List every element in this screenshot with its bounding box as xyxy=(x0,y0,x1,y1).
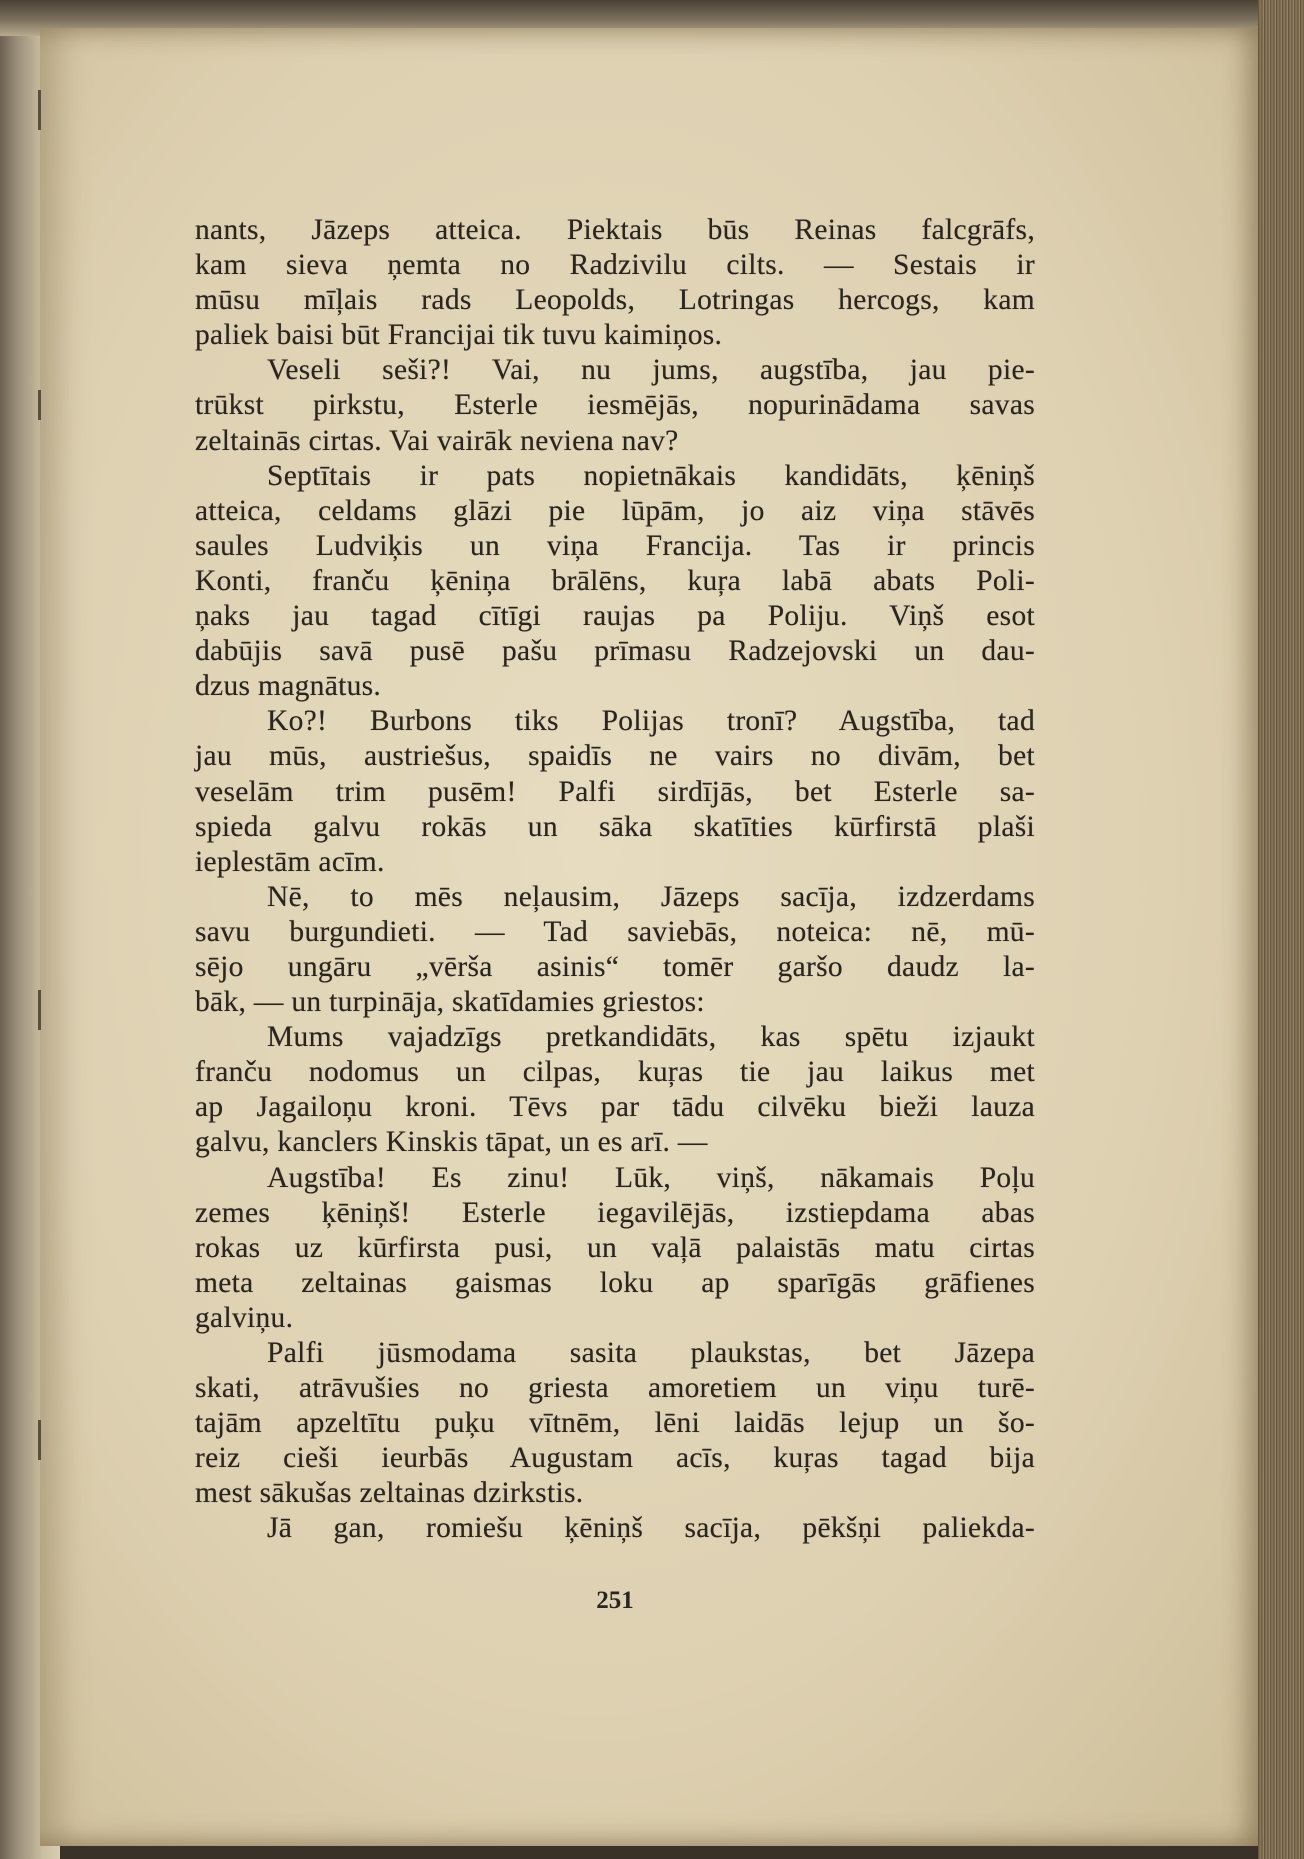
text-line: Konti, franču ķēniņa brālēns, kuŗa labā abats Poli- xyxy=(195,564,1035,597)
text-line: meta zeltainas gaismas loku ap sparīgās grāfienes xyxy=(195,1266,1035,1299)
text-line: galvu, kanclers Kinskis tāpat, un es arī. — xyxy=(195,1126,708,1159)
text-line: Palfi jūsmodama sasita plaukstas, bet Jāzepa xyxy=(267,1337,1035,1369)
text-line: nants, Jāzeps atteica. Piektais būs Reinas falcgrāfs, xyxy=(195,214,1035,246)
text-line: trūkst pirkstu, Esterle iesmējās, nopurinādama savas xyxy=(195,389,1035,422)
text-line: veselām trim pusēm! Palfi sirdījās, bet Esterle sa- xyxy=(195,775,1035,808)
text-line: reiz cieši ieurbās Augustam acīs, kuŗas tagad bija xyxy=(195,1442,1035,1475)
text-line: zemes ķēniņš! Esterle iegavilējās, izstiepdama abas xyxy=(195,1196,1035,1229)
text-line: ieplestām acīm. xyxy=(195,845,385,878)
text-line: rokas uz kūrfirsta pusi, un vaļā palaistās matu cirtas xyxy=(195,1231,1035,1264)
text-line: savu burgundieti. — Tad saviebās, noteica: nē, mū- xyxy=(195,915,1035,948)
text-line: jau mūs, austriešus, spaidīs ne vairs no divām, bet xyxy=(195,740,1035,773)
text-line: paliek baisi būt Francijai tik tuvu kaimiņos. xyxy=(195,319,723,352)
text-line: mūsu mīļais rads Leopolds, Lotringas hercogs, kam xyxy=(195,284,1035,317)
margin-mark xyxy=(38,1420,41,1460)
text-line: Ko?! Burbons tiks Polijas tronī? Augstība, tad xyxy=(267,705,1035,738)
text-line: Jā gan, romiešu ķēniņš sacīja, pēkšņi paliekda- xyxy=(267,1512,1035,1545)
margin-mark xyxy=(38,390,41,420)
text-line: ap Jagailoņu kroni. Tēvs par tādu cilvēku bieži lauza xyxy=(195,1091,1035,1124)
text-line: bāk, — un turpināja, skatīdamies griestos: xyxy=(195,986,705,1019)
text-line: ņaks jau tagad cītīgi raujas pa Poliju. Viņš esot xyxy=(195,600,1035,633)
text-line: dabūjis savā pusē pašu prīmasu Radzejovski un dau- xyxy=(195,635,1035,668)
text-line: atteica, celdams glāzi pie lūpām, jo aiz viņa stāvēs xyxy=(195,494,1035,527)
margin-mark xyxy=(38,90,41,130)
text-line: mest sākušas zeltainas dzirkstis. xyxy=(195,1477,584,1510)
text-line: zeltainās cirtas. Vai vairāk neviena nav? xyxy=(195,424,679,457)
text-line: kam sieva ņemta no Radzivilu cilts. — Sestais ir xyxy=(195,249,1035,282)
text-line: tajām apzeltītu puķu vītnēm, lēni laidās lejup un šo- xyxy=(195,1407,1035,1440)
text-line: galviņu. xyxy=(195,1301,294,1334)
text-line: spieda galvu rokās un sāka skatīties kūrfirstā plaši xyxy=(195,810,1035,843)
text-line: Augstība! Es zinu! Lūk, viņš, nākamais Poļu xyxy=(267,1161,1035,1194)
text-line: Mums vajadzīgs pretkandidāts, kas spētu izjaukt xyxy=(267,1021,1035,1054)
text-line: sējo ungāru „vērša asinis“ tomēr garšo daudz la- xyxy=(195,950,1035,983)
page-stack-edge xyxy=(1258,0,1304,1859)
margin-mark xyxy=(38,990,41,1030)
text-line: saules Ludviķis un viņa Francija. Tas ir princis xyxy=(195,529,1035,562)
text-line: skati, atrāvušies no griesta amoretiem un viņu turē- xyxy=(195,1372,1035,1405)
page-body-text xyxy=(195,213,1035,1547)
text-line: Veseli seši?! Vai, nu jums, augstība, jau pie- xyxy=(267,354,1035,387)
text-line: Nē, to mēs neļausim, Jāzeps sacīja, izdzerdams xyxy=(267,880,1035,913)
text-line: Septītais ir pats nopietnākais kandidāts, ķēniņš xyxy=(267,459,1035,492)
text-line: dzus magnātus. xyxy=(195,670,382,703)
page-number: 251 xyxy=(596,1587,634,1614)
text-line: franču nodomus un cilpas, kuŗas tie jau laikus met xyxy=(195,1056,1035,1089)
